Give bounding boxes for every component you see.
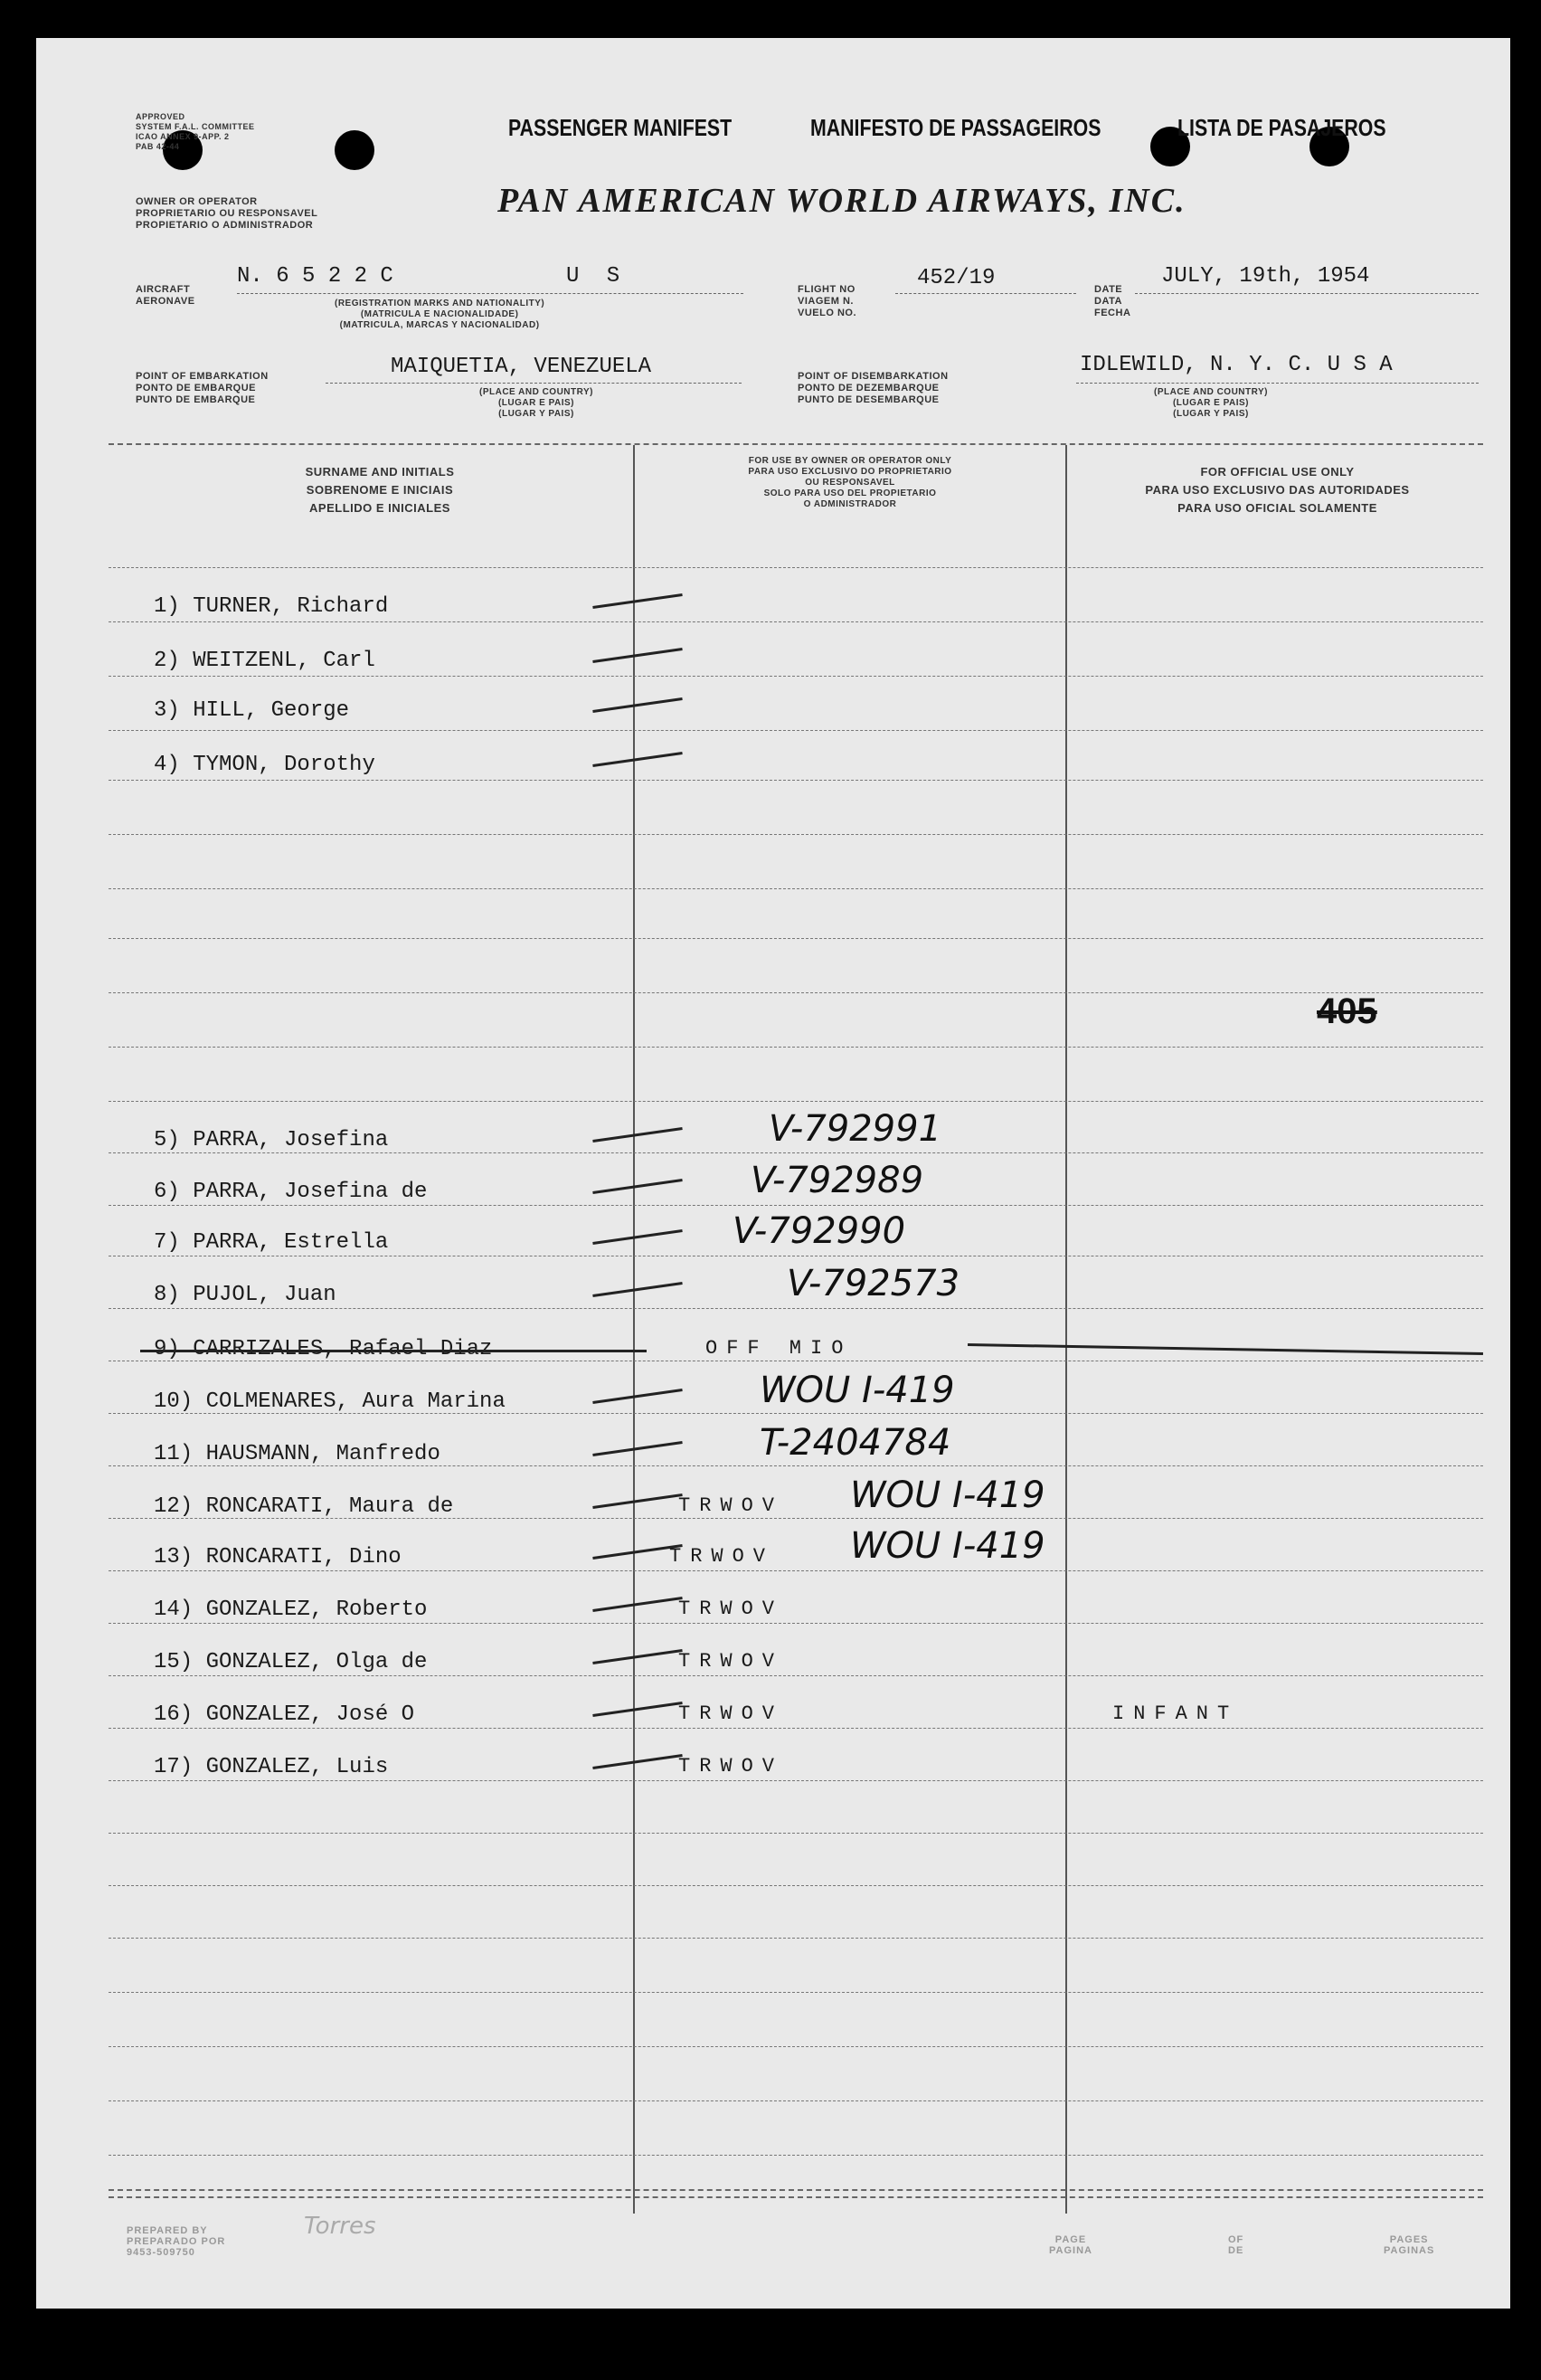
passenger-name: 3) HILL, George: [154, 698, 350, 723]
check-tick: [592, 1441, 682, 1456]
of-label: OF DE: [1228, 2234, 1244, 2256]
row-rule: [109, 834, 1483, 835]
row-rule: [109, 1833, 1483, 1834]
title-english: PASSENGER MANIFEST: [508, 114, 733, 141]
owner-code: TRWOV: [678, 1598, 784, 1620]
flight-label: FLIGHT NO VIAGEM N. VUELO NO.: [798, 284, 857, 318]
row-rule: [109, 676, 1483, 677]
table-bottom-rule-2: [109, 2196, 1483, 2198]
date-underline: [1135, 293, 1479, 294]
row-rule: [109, 1623, 1483, 1624]
passenger-name: 8) PUJOL, Juan: [154, 1283, 336, 1307]
row-rule: [109, 1728, 1483, 1729]
row-rule: [109, 2155, 1483, 2156]
row-rule: [109, 730, 1483, 731]
passenger-name: 17) GONZALEZ, Luis: [154, 1755, 389, 1779]
passenger-name: 16) GONZALEZ, José O: [154, 1702, 415, 1727]
row-rule: [109, 1308, 1483, 1309]
airline-name: PAN AMERICAN WORLD AIRWAYS, INC.: [497, 182, 1186, 220]
punch-hole-left-2: [335, 130, 374, 170]
row-rule: [109, 780, 1483, 781]
off-note: OFF MIO: [705, 1337, 853, 1360]
passenger-name: 4) TYMON, Dorothy: [154, 753, 375, 777]
aircraft-registration: N. 6 5 2 2 C: [237, 264, 393, 289]
column-divider-2: [1065, 445, 1067, 2214]
embark-underline: [326, 383, 742, 384]
row-rule: [109, 1047, 1483, 1048]
embark-sublabel: (PLACE AND COUNTRY) (LUGAR E PAIS) (LUGAR Y PAIS): [479, 387, 593, 419]
row-rule: [109, 567, 1483, 568]
owner-label: OWNER OR OPERATOR PROPRIETARIO OU RESPONSAVEL PROPIETARIO O ADMINISTRADOR: [136, 196, 318, 231]
flight-number: 452/19: [917, 266, 996, 290]
row-rule: [109, 1885, 1483, 1886]
col-header-name: SURNAME AND INITIALS SOBRENOME E INICIAIS APELLIDO E INICIALES: [305, 465, 455, 515]
row-rule: [109, 992, 1483, 993]
strike-through-wave: [968, 1343, 1483, 1355]
manifest-page: [36, 38, 1510, 2309]
passenger-name: 10) COLMENARES, Aura Marina: [154, 1389, 506, 1414]
disembark-label: POINT OF DISEMBARKATION PONTO DE DEZEMBARQUE PUNTO DE DESEMBARQUE: [798, 371, 949, 405]
handwritten-document-number: V-792990: [733, 1210, 906, 1252]
check-tick: [592, 1754, 682, 1769]
passenger-name: 7) PARRA, Estrella: [154, 1230, 389, 1255]
aircraft-label: AIRCRAFT AERONAVE: [136, 284, 195, 307]
handwritten-document-number: T-2404784: [760, 1422, 951, 1464]
row-rule: [109, 1992, 1483, 1993]
row-rule: [109, 1205, 1483, 1206]
column-divider-1: [633, 445, 635, 2214]
row-rule: [109, 938, 1483, 939]
page-label: PAGE PAGINA: [1049, 2234, 1092, 2256]
row-rule: [109, 1675, 1483, 1676]
owner-code: TRWOV: [678, 1702, 784, 1725]
row-rule: [109, 1101, 1483, 1102]
col-header-official: FOR OFFICIAL USE ONLY PARA USO EXCLUSIVO DAS AUTORIDADES PARA USO OFICIAL SOLAMENTE: [1145, 465, 1410, 515]
pages-label: PAGES PAGINAS: [1384, 2234, 1435, 2256]
check-tick: [592, 697, 682, 713]
table-bottom-rule: [109, 2189, 1483, 2191]
check-tick: [592, 1127, 682, 1143]
passenger-name: 14) GONZALEZ, Roberto: [154, 1598, 428, 1622]
stamp-number: 405: [1317, 991, 1377, 1031]
check-tick: [592, 1702, 682, 1717]
prepared-by-label: PREPARED BY PREPARADO POR 9453-509750: [127, 2225, 226, 2258]
check-tick: [592, 1649, 682, 1664]
passenger-name: 6) PARRA, Josefina de: [154, 1180, 428, 1204]
embark-place: MAIQUETIA, VENEZUELA: [391, 355, 652, 379]
disembark-underline: [1076, 383, 1479, 384]
passenger-name: 5) PARRA, Josefina: [154, 1128, 389, 1152]
date-label: DATE DATA FECHA: [1094, 284, 1131, 318]
owner-code: TRWOV: [669, 1545, 775, 1568]
check-tick: [592, 752, 682, 767]
passenger-name: 9) CARRIZALES, Rafael Diaz: [154, 1337, 493, 1361]
check-tick: [592, 1179, 682, 1194]
row-rule: [109, 2100, 1483, 2101]
approval-block: APPROVED SYSTEM F.A.L. COMMITTEE ICAO ANNEX 9-APP. 2 PAB 42-44: [136, 112, 255, 151]
title-spanish: LISTA DE PASAJEROS: [1177, 114, 1386, 141]
aircraft-sublabel: (REGISTRATION MARKS AND NATIONALITY) (MATRICULA E NACIONALIDADE) (MATRICULA, MARCAS Y NACIONALIDAD): [335, 299, 545, 330]
aircraft-nationality: U S: [566, 264, 628, 289]
flight-date: JULY, 19th, 1954: [1161, 264, 1370, 289]
disembark-place: IDLEWILD, N. Y. C. U S A: [1080, 353, 1393, 377]
passenger-name: 1) TURNER, Richard: [154, 594, 389, 619]
handwritten-document-number: WOU I-419: [850, 1525, 1045, 1567]
table-top-rule: [109, 443, 1483, 445]
col-header-owner: FOR USE BY OWNER OR OPERATOR ONLY PARA USO EXCLUSIVO DO PROPRIETARIO OU RESPONSAVEL SOLO PARA USO DEL PROPIETARIO O ADMINISTRADOR: [748, 456, 952, 509]
handwritten-document-number: V-792573: [787, 1263, 960, 1304]
check-tick: [592, 1597, 682, 1612]
check-tick: [592, 648, 682, 663]
owner-code: TRWOV: [678, 1494, 784, 1517]
passenger-name: 15) GONZALEZ, Olga de: [154, 1650, 428, 1674]
embark-label: POINT OF EMBARKATION PONTO DE EMBARQUE PUNTO DE EMBARQUE: [136, 371, 269, 405]
check-tick: [592, 1493, 682, 1509]
row-rule: [109, 1780, 1483, 1781]
row-rule: [109, 1938, 1483, 1939]
row-rule: [109, 2046, 1483, 2047]
owner-code: TRWOV: [678, 1650, 784, 1673]
handwritten-document-number: WOU I-419: [760, 1370, 955, 1411]
check-tick: [592, 1389, 682, 1404]
row-rule: [109, 1152, 1483, 1153]
preparer-signature: Torres: [304, 2213, 376, 2240]
owner-code: TRWOV: [678, 1755, 784, 1778]
passenger-name: 13) RONCARATI, Dino: [154, 1545, 402, 1569]
disembark-sublabel: (PLACE AND COUNTRY) (LUGAR E PAIS) (LUGAR Y PAIS): [1154, 387, 1268, 419]
passenger-name: 2) WEITZENL, Carl: [154, 649, 375, 673]
handwritten-document-number: V-792989: [751, 1160, 924, 1201]
check-tick: [592, 593, 682, 609]
check-tick: [592, 1282, 682, 1297]
row-rule: [109, 621, 1483, 622]
row-rule: [109, 1570, 1483, 1571]
strike-through-line: [140, 1350, 647, 1352]
row-rule: [109, 888, 1483, 889]
aircraft-underline: [237, 293, 743, 294]
passenger-name: 11) HAUSMANN, Manfredo: [154, 1442, 440, 1466]
handwritten-document-number: V-792991: [769, 1108, 942, 1150]
flight-underline: [895, 293, 1076, 294]
passenger-name: 12) RONCARATI, Maura de: [154, 1494, 454, 1519]
handwritten-document-number: WOU I-419: [850, 1474, 1045, 1516]
title-portuguese: MANIFESTO DE PASSAGEIROS: [810, 114, 1101, 141]
check-tick: [592, 1229, 682, 1245]
official-note: INFANT: [1112, 1702, 1239, 1725]
